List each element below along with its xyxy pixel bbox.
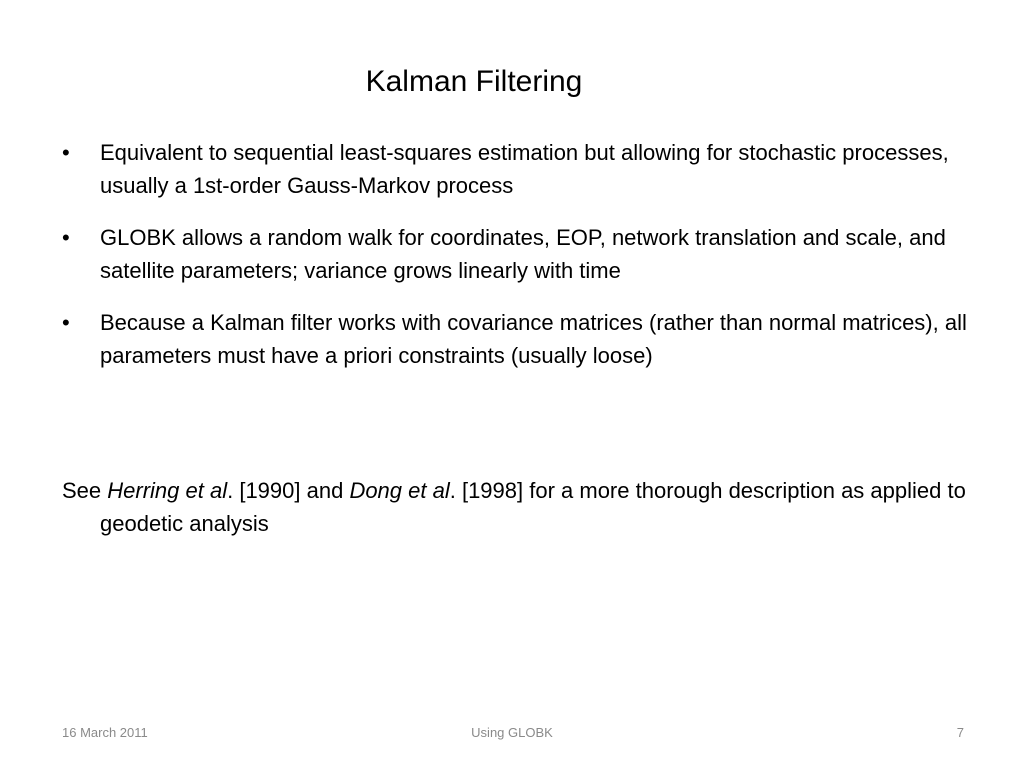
bullet-icon: • bbox=[62, 225, 70, 250]
reference-see: See bbox=[62, 478, 108, 503]
reference-paragraph bbox=[62, 474, 980, 540]
bullet-text: Because a Kalman filter works with covariance matrices (rather than normal matrices), all parameters must have a priori constraints (usually loose) bbox=[100, 310, 967, 368]
reference-year-1990: . [1990] and bbox=[227, 478, 350, 503]
bullet-text: GLOBK allows a random walk for coordinates, EOP, network translation and scale, and satellite parameters; variance grows linearly with time bbox=[100, 225, 946, 283]
bullet-item bbox=[62, 306, 972, 372]
bullet-icon: • bbox=[62, 310, 70, 335]
slide-title: Kalman Filtering bbox=[365, 65, 583, 98]
reference-year-1998: . [1998] for a more thorough description as applied to geodetic analysis bbox=[100, 478, 966, 536]
bullet-item bbox=[62, 221, 972, 287]
reference-author-dong: Dong et al bbox=[349, 478, 450, 503]
reference-author-herring: Herring et al bbox=[107, 478, 228, 503]
bullet-list bbox=[62, 136, 972, 391]
footer-date: 16 March 2011 bbox=[62, 725, 148, 740]
bullet-text: Equivalent to sequential least-squares estimation but allowing for stochastic processes, usually a 1st-order Gauss-Markov process bbox=[100, 140, 949, 198]
bullet-item bbox=[62, 136, 972, 202]
bullet-icon: • bbox=[62, 140, 70, 165]
footer-title: Using GLOBK bbox=[471, 725, 553, 740]
footer-page-number: 7 bbox=[956, 725, 964, 740]
